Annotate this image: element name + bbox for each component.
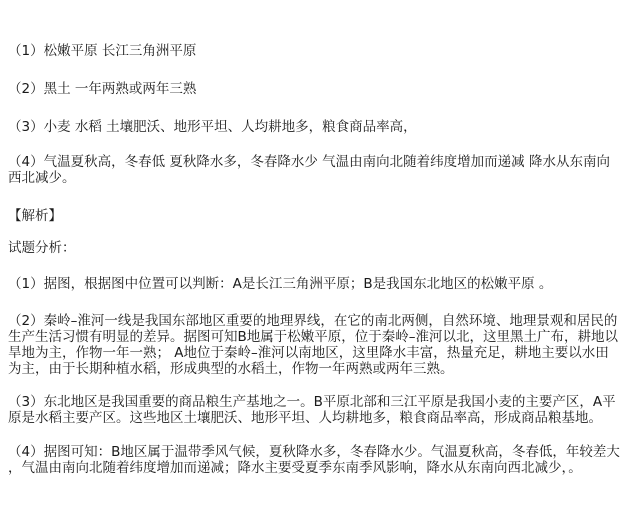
analysis-p4-line-2: ，气温由南向北随着纬度增加而递减；降水主要受夏季东南季风影响，降水从东南向西北减少，。 [8,460,582,476]
analysis-p2-line-1: （2）秦岭–淮河一线是我国东部地区重要的地理界线，在它的南北两侧，自然环境、地理景观和居民的 [8,313,618,329]
analysis-p3-line-2: 原是水稻主要产区。这些地区土壤肥沃、地形平坦、人均耕地多，粮食商品率高，形成商品粮基地。 [8,410,602,426]
answer-line-1: （1）松嫩平原 长江三角洲平原 [8,43,197,59]
answer-line-2: （2）黑土 一年两熟或两年三熟 [8,81,197,97]
answer-line-3: （3）小麦 水稻 土壤肥沃、地形平坦、人均耕地多，粮食商品率高， [8,119,417,135]
answer-line-4: （4）气温夏秋高，冬春低 夏秋降水多，冬春降水少 气温由南向北随着纬度增加而递减 降水从东南向 [8,154,610,170]
analysis-p2-line-2: 生产生活习惯有明显的差异。据图可知B地属于松嫩平原，位于秦岭–淮河以北，这里黑土广布，耕地以 [8,329,619,345]
analysis-p4-line-1: （4）据图可知：B地区属于温带季风气候，夏秋降水多，冬春降水少。气温夏秋高，冬春低，年较差大 [8,444,620,460]
analysis-intro: 试题分析： [8,240,76,256]
analysis-p1-line-1: （1）据图，根据图中位置可以判断：A是长江三角洲平原；B是我国东北地区的松嫩平原 。 [8,276,553,292]
analysis-p2-line-4: 为主，由于长期种植水稻，形成典型的水稻土，作物一年两熟或两年三熟。 [8,361,454,377]
analysis-p2-line-3: 旱地为主，作物一年一熟； A地位于秦岭–淮河以南地区，这里降水丰富，热量充足，耕地主要以水田 [8,345,609,361]
analysis-p3-line-1: （3）东北地区是我国重要的商品粮生产基地之一。B平原北部和三江平原是我国小麦的主要产区，A平 [8,394,616,410]
analysis-heading: 【解析】 [8,208,62,224]
answer-line-5: 西北减少。 [8,170,76,186]
